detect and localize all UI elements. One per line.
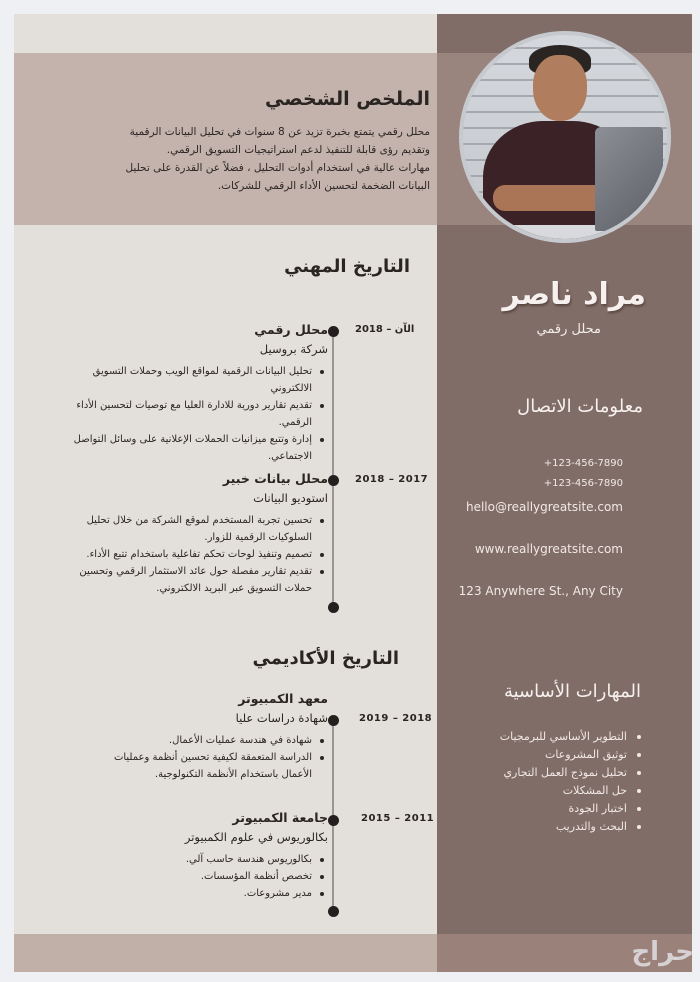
job-bullet: تحسين تجربة المستخدم لموقع الشركة من خلال تحليل السلوكيات الرقمية للزوار. <box>79 512 328 546</box>
experience-entry <box>79 470 328 597</box>
company-name: شركة بروسيل <box>259 342 328 356</box>
experience-timeline-line <box>332 331 334 607</box>
phone-number: +123-456-7890 <box>543 478 623 489</box>
education-bullet: الدراسة المتعمقة لكيفية تحسين أنظمة وعمليات الأعمال باستخدام الأنظمة التكنولوجية. <box>114 749 328 783</box>
education-date: 2015 – 2011 <box>361 813 435 824</box>
sidebar-panel <box>437 14 692 972</box>
education-bullets <box>114 732 328 783</box>
experience-title: التاريخ المهني <box>284 256 410 277</box>
institution-name: جامعة الكمبيوتر <box>232 810 328 825</box>
experience-entry <box>74 321 328 465</box>
timeline-dot <box>328 326 339 337</box>
experience-date: 2018 – 2017 <box>355 474 429 485</box>
profile-photo <box>459 31 671 243</box>
address: 123 Anywhere St., Any City <box>458 584 623 598</box>
email-address: hello@reallygreatsite.com <box>465 500 623 514</box>
job-bullet: تقديم تقارير دورية للادارة العليا مع توصيات لتحسين الأداء الرقمي. <box>74 397 328 431</box>
summary-line: وتقديم رؤى قابلة للتنفيذ لدعم استراتيجيات التسويق الرقمي. <box>166 144 430 156</box>
summary-text <box>125 123 430 195</box>
education-bullet: مدير مشروعات. <box>185 885 328 902</box>
job-bullet: إدارة وتتبع ميزانيات الحملات الإعلانية على وسائل التواصل الاجتماعي. <box>74 431 328 465</box>
skill-item: حل المشكلات <box>500 782 641 800</box>
watermark-logo: حراج <box>631 937 694 967</box>
education-bullet: شهادة في هندسة عمليات الأعمال. <box>114 732 328 749</box>
education-date: 2019 – 2018 <box>359 713 433 724</box>
skill-item: تحليل نموذج العمل التجاري <box>500 764 641 782</box>
timeline-dot <box>328 475 339 486</box>
photo-person-head <box>533 55 587 121</box>
degree-name: شهادة دراسات عليا <box>235 711 328 725</box>
education-title: التاريخ الأكاديمي <box>252 648 399 669</box>
job-bullet: تقديم تقارير مفصلة حول عائد الاستثمار الرقمي وتحسين حملات التسويق عبر البريد الالكتروني. <box>79 563 328 597</box>
education-entry <box>185 809 328 902</box>
skills-title: المهارات الأساسية <box>503 681 641 702</box>
top-light-band <box>14 14 437 53</box>
education-entry <box>114 690 328 783</box>
summary-title: الملخص الشخصي <box>265 88 430 110</box>
resume-document <box>14 14 692 972</box>
education-bullets <box>185 851 328 902</box>
company-name: استوديو البيانات <box>253 491 328 505</box>
website: www.reallygreatsite.com <box>474 542 623 556</box>
profile-role: محلل رقمي <box>536 322 601 337</box>
education-bullet: بكالوريوس هندسة حاسب آلي. <box>185 851 328 868</box>
contact-title: معلومات الاتصال <box>517 396 643 417</box>
experience-date: الآن – 2018 <box>355 324 415 335</box>
degree-name: بكالوريوس في علوم الكمبيوتر <box>184 830 328 844</box>
skill-item: التطوير الأساسي للبرمجيات <box>500 728 641 746</box>
summary-line: مهارات عالية في استخدام أدوات التحليل ، فضلاً عن القدرة على تحليل <box>125 162 430 174</box>
summary-line: البيانات الضخمة لتحسين الأداء الرقمي للشركات. <box>217 180 430 192</box>
job-bullet: تحليل البيانات الرقمية لمواقع الويب وحملات التسويق الالكتروني <box>74 363 328 397</box>
skill-item: اختبار الجودة <box>500 800 641 818</box>
summary-line: محلل رقمي يتمتع بخبرة تزيد عن 8 سنوات في تحليل البيانات الرقمية <box>129 126 430 138</box>
contact-list <box>459 454 623 604</box>
job-bullet: تصميم وتنفيذ لوحات تحكم تفاعلية باستخدام تتبع الأداء. <box>79 546 328 563</box>
education-bullet: تخصص أنظمة المؤسسات. <box>185 868 328 885</box>
job-title: محلل بيانات خبير <box>222 471 328 486</box>
timeline-end-dot <box>328 602 339 613</box>
institution-name: معهد الكمبيوتر <box>238 691 328 706</box>
job-bullets <box>79 512 328 597</box>
photo-laptop <box>595 127 663 231</box>
profile-name: مراد ناصر <box>502 277 646 312</box>
phone-number: +123-456-7890 <box>543 458 623 469</box>
bottom-band-left <box>14 934 437 972</box>
timeline-end-dot <box>328 906 339 917</box>
skill-item: توثيق المشروعات <box>500 746 641 764</box>
skills-list <box>500 728 641 836</box>
job-title: محلل رقمي <box>254 322 328 337</box>
timeline-dot <box>328 715 339 726</box>
skill-item: البحث والتدريب <box>500 818 641 836</box>
timeline-dot <box>328 815 339 826</box>
job-bullets <box>74 363 328 465</box>
